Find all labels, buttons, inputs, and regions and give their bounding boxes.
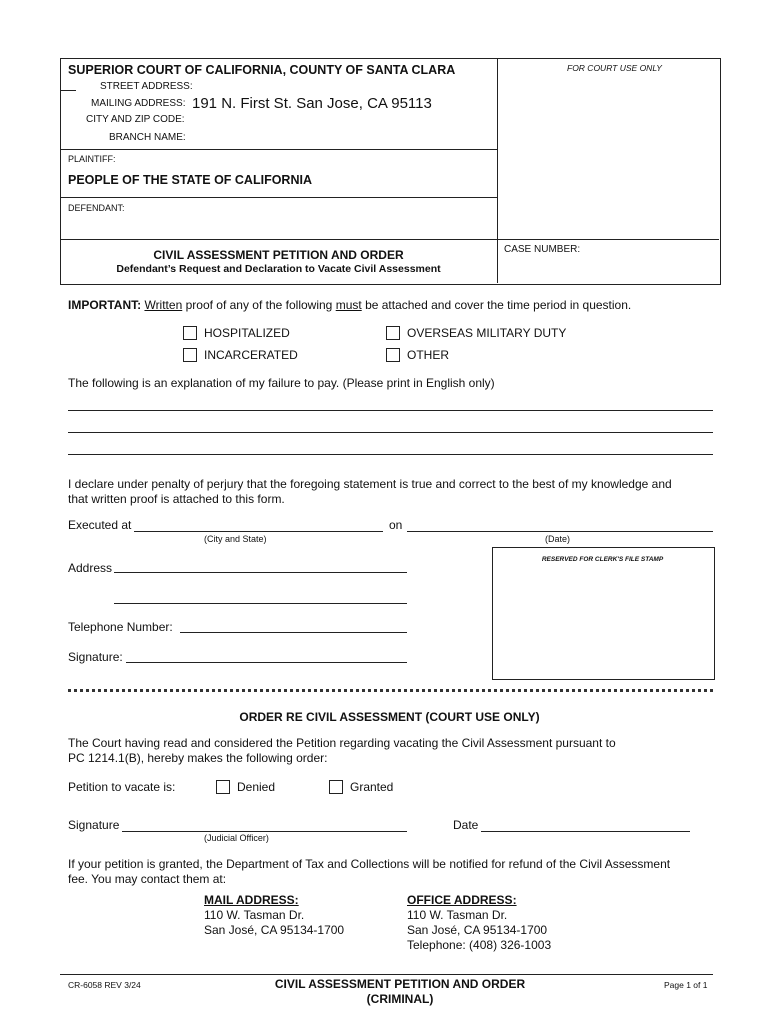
overseas-label: OVERSEAS MILITARY DUTY [407, 326, 567, 340]
incarcerated-checkbox[interactable] [183, 348, 197, 362]
petition-label: Petition to vacate is: [68, 780, 176, 794]
caption-rule [60, 90, 76, 91]
footer-subtitle: (CRIMINAL) [366, 992, 434, 1006]
address-line-2[interactable] [114, 603, 407, 604]
incarcerated-label: INCARCERATED [204, 348, 298, 362]
declaration-line-1: I declare under penalty of perjury that the foregoing statement is true and correct to the best of my knowledge and [68, 477, 672, 491]
date-line[interactable] [407, 531, 713, 532]
signature-line[interactable] [126, 662, 407, 663]
office-telephone: Telephone: (408) 326-1003 [407, 938, 552, 952]
order-date-line[interactable] [481, 831, 690, 832]
refund-text-2: fee. You may contact them at: [68, 872, 227, 886]
address-label: Address [68, 561, 113, 575]
judicial-officer-hint: (Judicial Officer) [204, 833, 269, 843]
on-label: on [389, 518, 403, 532]
mail-address-line-2: San José, CA 95134-1700 [204, 923, 345, 937]
executed-at-line[interactable] [134, 531, 383, 532]
telephone-line[interactable] [180, 632, 407, 633]
caption-rule [60, 149, 497, 150]
form-subtitle: Defendant’s Request and Declaration to Vacate Civil Assessment [116, 263, 441, 275]
other-checkbox[interactable] [386, 348, 400, 362]
city-state-hint: (City and State) [204, 534, 267, 544]
telephone-label: Telephone Number: [68, 620, 173, 634]
defendant-label: DEFENDANT: [68, 203, 125, 213]
other-label: OTHER [407, 348, 449, 362]
important-text-2: be attached and cover the time period in question. [365, 298, 632, 312]
footer-rule [60, 974, 713, 975]
mailing-value: 191 N. First St. San Jose, CA 95113 [192, 95, 432, 112]
important-text: proof of any of the following [185, 298, 333, 312]
refund-text-1: If your petition is granted, the Department of Tax and Collections will be notified for refund of the Civil Assessment [68, 857, 671, 871]
court-name: SUPERIOR COURT OF CALIFORNIA, COUNTY OF SANTA CLARA [68, 63, 456, 77]
caption-divider [497, 58, 498, 283]
office-address-line-1: 110 W. Tasman Dr. [407, 908, 508, 922]
important-lead: IMPORTANT: [68, 298, 142, 312]
order-signature-line[interactable] [122, 831, 407, 832]
explanation-line[interactable] [68, 410, 713, 411]
mail-address-line-1: 110 W. Tasman Dr. [204, 908, 305, 922]
case-number-label: CASE NUMBER: [504, 244, 581, 255]
street-label: STREET ADDRESS: [100, 81, 193, 92]
executed-at-label: Executed at [68, 518, 132, 532]
order-text-2: PC 1214.1(B), hereby makes the following order: [68, 751, 328, 765]
hospitalized-checkbox[interactable] [183, 326, 197, 340]
order-text-1: The Court having read and considered the Petition regarding vacating the Civil Assessment pursuant to [68, 736, 616, 750]
form-id: CR-6058 REV 3/24 [68, 980, 141, 990]
denied-checkbox[interactable] [216, 780, 230, 794]
mail-address-heading: MAIL ADDRESS: [204, 893, 299, 907]
granted-label: Granted [350, 780, 394, 794]
hospitalized-label: HOSPITALIZED [204, 326, 290, 340]
caption-rule [60, 239, 719, 240]
plaintiff-label: PLAINTIFF: [68, 154, 116, 164]
clerk-file-stamp-box [492, 547, 715, 680]
clerk-stamp-label: RESERVED FOR CLERK'S FILE STAMP [541, 556, 664, 563]
declaration-line-2: that written proof is attached to this form. [68, 492, 285, 506]
explanation-line[interactable] [68, 432, 713, 433]
order-signature-label: Signature [68, 818, 120, 832]
dotted-separator [68, 689, 713, 692]
footer-title: CIVIL ASSESSMENT PETITION AND ORDER [274, 977, 526, 991]
overseas-checkbox[interactable] [386, 326, 400, 340]
important-written: Written [144, 298, 183, 312]
explanation-line[interactable] [68, 454, 713, 455]
page-number: Page 1 of 1 [664, 980, 708, 990]
granted-checkbox[interactable] [329, 780, 343, 794]
office-address-heading: OFFICE ADDRESS: [407, 893, 517, 907]
court-use-label: FOR COURT USE ONLY [567, 63, 662, 73]
form-title: CIVIL ASSESSMENT PETITION AND ORDER [153, 248, 404, 262]
explanation-prompt: The following is an explanation of my failure to pay. (Please print in English only) [68, 376, 495, 390]
order-date-label: Date [453, 818, 479, 832]
address-line[interactable] [114, 572, 407, 573]
date-hint: (Date) [545, 534, 571, 544]
city-label: CITY AND ZIP CODE: [86, 114, 185, 125]
important-must: must [335, 298, 362, 312]
order-heading: ORDER RE CIVIL ASSESSMENT (COURT USE ONLY) [239, 710, 540, 724]
plaintiff-value: PEOPLE OF THE STATE OF CALIFORNIA [68, 173, 312, 187]
mailing-label: MAILING ADDRESS: [91, 98, 186, 109]
denied-label: Denied [237, 780, 276, 794]
important-line [68, 298, 631, 312]
signature-label: Signature: [68, 650, 123, 664]
branch-label: BRANCH NAME: [109, 132, 186, 143]
office-address-line-2: San José, CA 95134-1700 [407, 923, 548, 937]
caption-rule [60, 197, 497, 198]
